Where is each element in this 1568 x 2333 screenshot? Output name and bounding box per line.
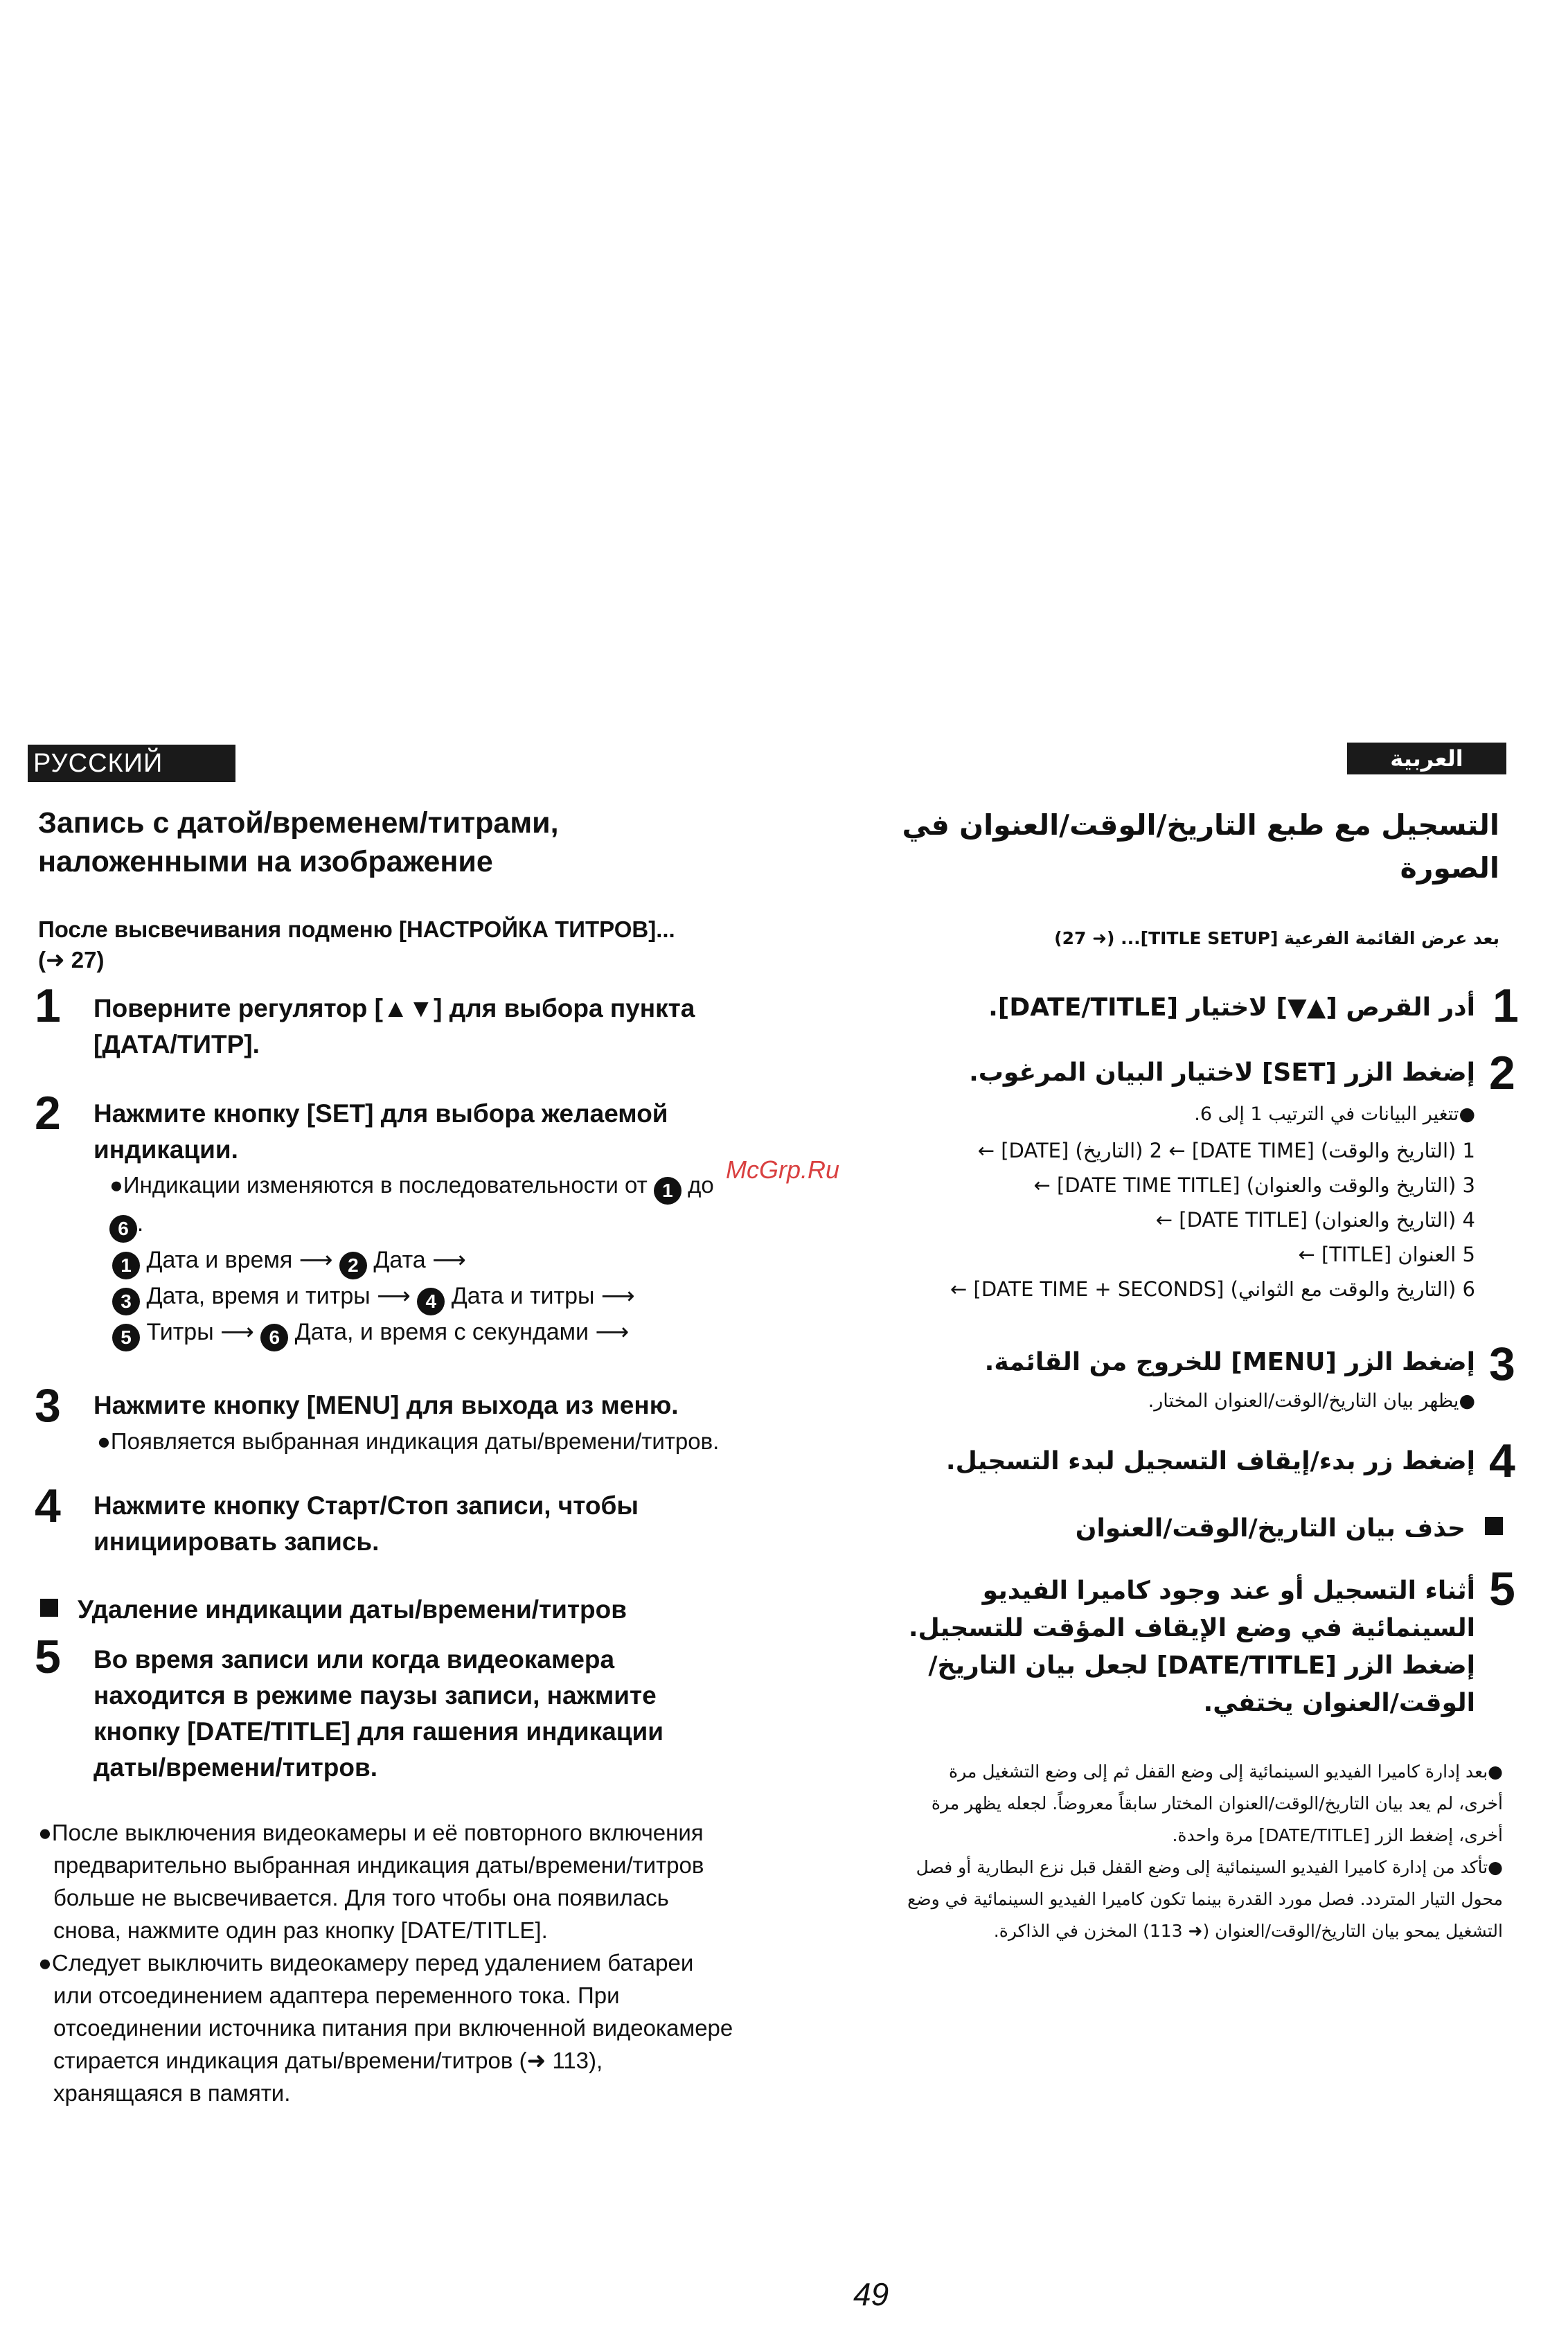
ar-step-line: أثناء التسجيل أو عند وجود كاميرا الفيديو (982, 1577, 1475, 1605)
ar-step-2-text: إضغط الزر [SET] لاختيار البيان المرغوب. (969, 1058, 1475, 1087)
ru-step-line: [ДАТА/ТИТР]. (93, 1030, 260, 1058)
ru-note-line: больше не высвечивается. Для того чтобы она появилась (53, 1885, 669, 1910)
arrow-right-icon: ⟶ (595, 1319, 630, 1345)
circled-number-icon: 6 (260, 1324, 288, 1351)
ru-note-line: стирается индикация даты/времени/титров (➜ 113), (53, 2048, 603, 2073)
ru-sequence-row (112, 1279, 846, 1315)
arrow-right-icon: ⟶ (220, 1319, 254, 1345)
circled-number-icon: 1 (654, 1177, 681, 1205)
ru-note-line: отсоединении источника питания при включенной видеокамере (53, 2015, 733, 2041)
ru-step-line: даты/времени/титров. (93, 1753, 378, 1782)
ru-step-line: индикации. (93, 1135, 238, 1164)
ar-delete-heading (859, 1510, 1503, 1547)
ru-step-1-number: 1 (35, 979, 61, 1032)
ar-step-1-number: 1 (1493, 979, 1519, 1032)
circled-number-icon: 2 (339, 1252, 367, 1279)
ru-delete-heading (40, 1592, 837, 1628)
ru-seq-item: Титры (146, 1319, 214, 1345)
ar-step-5-number: 5 (1489, 1563, 1515, 1615)
ar-step-5-text (859, 1572, 1475, 1722)
circled-number-icon: 3 (112, 1288, 140, 1315)
ru-seq-item: Дата и время (146, 1247, 293, 1273)
ru-intro (38, 914, 800, 975)
arrow-right-icon: ⟶ (377, 1283, 411, 1309)
ru-step-2-number: 2 (35, 1087, 61, 1139)
circled-number-icon: 6 (109, 1215, 137, 1243)
square-bullet-icon (40, 1599, 58, 1617)
ru-section-label: РУССКИЙ ЯЗЫК (28, 745, 235, 782)
ar-intro: بعد عرض القائمة الفرعية [TITLE SETUP]... (➜ 27) (1054, 928, 1499, 948)
ru-bullet-text: ●Индикации изменяются в последовательности от (109, 1172, 648, 1198)
ru-step-2-bullet: ●Индикации изменяются в последовательности от 1 до 6 . (109, 1169, 844, 1243)
ru-step-1-text (93, 991, 841, 1063)
ar-step-2-bullet: ●تتغير البيانات في الترتيب 1 إلى 6. (1194, 1103, 1475, 1125)
ar-seq-row: 1 (التاريخ والوقت) [DATE TIME] ← 2 (التاريخ) [DATE] ← (977, 1139, 1475, 1162)
ru-step-5-number: 5 (35, 1631, 61, 1683)
ar-note-line: أخرى، إضغط الزر [DATE/TITLE] مرة واحدة. (1172, 1825, 1503, 1845)
watermark-text: McGrp.Ru (726, 1155, 840, 1184)
ru-step-5-text (93, 1642, 841, 1786)
ar-step-line: الوقت/العنوان يختفي. (1203, 1689, 1475, 1717)
ru-step-3-number: 3 (35, 1379, 61, 1432)
ar-sequence (873, 1133, 1475, 1306)
ar-note-line: ●تأكد من إدارة كاميرا الفيديو السينمائية إلى وضع القفل قبل نزع البطارية أو فصل (916, 1857, 1503, 1877)
ar-step-4-number: 4 (1489, 1435, 1515, 1487)
ru-step-3-bullet: ●Появляется выбранная индикация даты/времени/титров. (97, 1428, 720, 1454)
ru-page-title (38, 804, 800, 881)
ru-step-line: Поверните регулятор [▲▼] для выбора пункта (93, 994, 695, 1022)
ru-intro-line: После высвечивания подменю [НАСТРОЙКА ТИТРОВ]... (38, 916, 675, 942)
ru-step-line: Нажмите кнопку [SET] для выбора желаемой (93, 1099, 668, 1128)
ar-note-line: ●بعد إدارة كاميرا الفيديو السينمائية إلى وضع القفل ثم إلى وضع التشغيل مرة (948, 1762, 1503, 1782)
ar-step-line: إضغط الزر [DATE/TITLE] لجعل بيان التاريخ/ (928, 1651, 1475, 1680)
ru-sequence-row (112, 1243, 846, 1279)
ru-note-line: предварительно выбранная индикация даты/времени/титров (53, 1852, 704, 1878)
ar-step-1-text: أدر القرص [▲▼] لاختيار [DATE/TITLE]. (988, 993, 1475, 1022)
ru-notes (38, 1816, 848, 2109)
ru-intro-ref: (➜ 27) (38, 947, 105, 973)
page-number: 49 (853, 2276, 889, 2312)
ru-seq-item: Дата, и время с секундами (294, 1319, 589, 1345)
ar-seq-row: 3 (التاريخ والوقت والعنوان) [DATE TIME TITLE] ← (1033, 1173, 1475, 1197)
ru-title-line: наложенными на изображение (38, 845, 493, 878)
ar-heading-text: حذف بيان التاريخ/الوقت/العنوان (1075, 1514, 1465, 1543)
ru-note-line: ●Следует выключить видеокамеру перед удалением батареи (38, 1950, 694, 1976)
circled-number-icon: 1 (112, 1252, 140, 1279)
ru-step-line: Нажмите кнопку Старт/Стоп записи, чтобы (93, 1491, 639, 1520)
square-bullet-icon (1485, 1517, 1503, 1535)
ru-step-line: инициировать запись. (93, 1527, 380, 1556)
ru-step-4-text (93, 1488, 841, 1560)
ru-note-line: хранящаяся в памяти. (53, 2080, 291, 2106)
ar-step-4-text: إضغط زر بدء/إيقاف التسجيل لبدء التسجيل. (945, 1447, 1475, 1475)
ru-seq-item: Дата и титры (451, 1283, 595, 1309)
ar-note-line: أخرى، لم يعد بيان التاريخ/الوقت/العنوان المختار سابقاً معروضاً. لجعله يظهر مرة (931, 1793, 1503, 1813)
ar-step-2-number: 2 (1489, 1047, 1515, 1099)
ar-seq-row: 4 (التاريخ والعنوان) [DATE TITLE] ← (1155, 1208, 1475, 1232)
ru-note-line: или отсоединением адаптера переменного тока. При (53, 1982, 620, 2008)
arrow-right-icon: ⟶ (600, 1283, 635, 1309)
ar-step-3-number: 3 (1489, 1338, 1515, 1390)
ru-heading-text: Удаление индикации даты/времени/титров (78, 1595, 627, 1624)
ar-title-line: الصورة (1400, 851, 1499, 885)
ar-step-3-text: إضغط الزر [MENU] للخروج من القائمة. (984, 1348, 1475, 1376)
ar-page-title (883, 804, 1499, 889)
ar-section-label: العربية (1347, 743, 1506, 774)
ru-step-4-number: 4 (35, 1480, 61, 1532)
ru-note-line: ●После выключения видеокамеры и её повторного включения (38, 1820, 704, 1845)
ru-seq-item: Дата, время и титры (146, 1283, 371, 1309)
ar-note-line: محول التيار المتردد. فصل مورد القدرة بينما تكون كاميرا الفيديو السينمائية في وضع (907, 1889, 1503, 1909)
ru-step-line: находится в режиме паузы записи, нажмите (93, 1681, 657, 1710)
circled-number-icon: 5 (112, 1324, 140, 1351)
arrow-right-icon: ⟶ (299, 1247, 333, 1273)
ar-step-line: السينمائية في وضع الإيقاف المؤقت للتسجيل. (908, 1614, 1475, 1642)
ru-sequence (112, 1243, 846, 1351)
ru-step-line: кнопку [DATE/TITLE] для гашения индикации (93, 1717, 664, 1746)
ar-notes (893, 1756, 1503, 1947)
ru-step-3-text: Нажмите кнопку [MENU] для выхода из меню. (93, 1391, 679, 1419)
ru-note-line: снова, нажмите один раз кнопку [DATE/TITLE]. (53, 1917, 548, 1943)
ar-title-line: التسجيل مع طبع التاريخ/الوقت/العنوان في (902, 808, 1499, 842)
ar-seq-row: 5 العنوان [TITLE] ← (1298, 1243, 1475, 1266)
ru-seq-item: Дата (373, 1247, 426, 1273)
ru-sequence-row (112, 1315, 846, 1351)
ar-seq-row: 6 (التاريخ والوقت مع الثواني) [DATE TIME + SECONDS] ← (950, 1277, 1475, 1301)
circled-number-icon: 4 (417, 1288, 445, 1315)
ru-bullet-text: до (688, 1172, 714, 1198)
ar-note-line: التشغيل يمحو بيان التاريخ/الوقت/العنوان (➜ 113) المخزن في الذاكرة. (993, 1921, 1503, 1941)
ru-title-line: Запись с датой/временем/титрами, (38, 806, 559, 840)
ar-step-3-bullet: ●يظهر بيان التاريخ/الوقت/العنوان المختار. (1148, 1390, 1475, 1412)
ru-step-line: Во время записи или когда видеокамера (93, 1645, 615, 1674)
arrow-right-icon: ⟶ (432, 1247, 466, 1273)
